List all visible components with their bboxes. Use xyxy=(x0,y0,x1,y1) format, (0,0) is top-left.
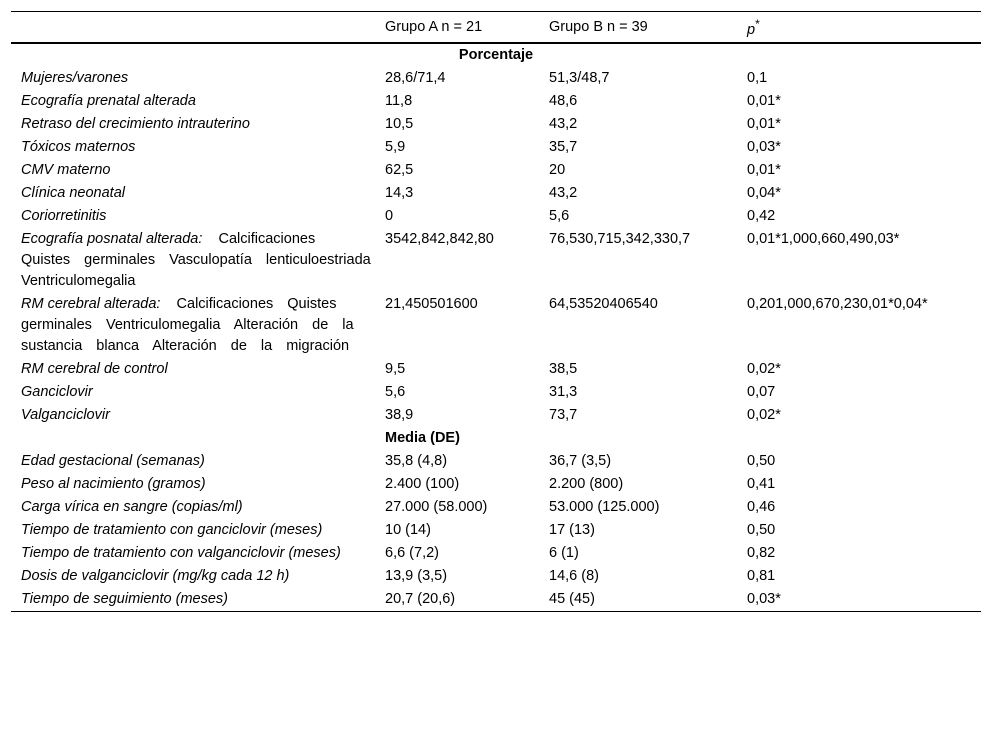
row-label: Coriorretinitis xyxy=(21,208,107,224)
cell-b: 38,5 xyxy=(549,361,578,377)
table-row xyxy=(11,404,981,427)
row-label: Ecografía prenatal alterada xyxy=(21,93,196,109)
cell-a: 21,450501600 xyxy=(385,296,478,312)
row-label-cell xyxy=(11,450,375,473)
cell-a: 6,6 (7,2) xyxy=(385,545,439,561)
cell-p: 0,03* xyxy=(747,139,781,155)
row-label: Edad gestacional (semanas) xyxy=(21,453,205,469)
table-row xyxy=(11,565,981,588)
header-p-label: p xyxy=(747,21,756,38)
table-row xyxy=(11,159,981,182)
cell-p: 0,46 xyxy=(747,499,776,515)
row-label-cell xyxy=(11,293,375,358)
cell-b: 53.000 (125.000) xyxy=(549,499,660,515)
cell-p: 0,01* xyxy=(747,93,781,109)
cell-p: 0,1 xyxy=(747,70,768,86)
cell-p: 0,04* xyxy=(747,185,781,201)
cell-a: 28,6/71,4 xyxy=(385,70,446,86)
header-empty xyxy=(11,12,375,44)
table-row xyxy=(11,228,981,293)
cell-b: 35,7 xyxy=(549,139,578,155)
row-label-cell xyxy=(11,519,375,542)
row-label: Tiempo de tratamiento con valganciclovir (meses) xyxy=(21,545,341,561)
cell-b: 36,7 (3,5) xyxy=(549,453,612,469)
row-label-cell xyxy=(11,496,375,519)
row-label-cell xyxy=(11,404,375,427)
row-label-cell xyxy=(11,205,375,228)
cell-b: 43,2 xyxy=(549,185,578,201)
row-label: Mujeres/varones xyxy=(21,70,129,86)
cell-a: 35,8 (4,8) xyxy=(385,453,448,469)
row-sublabels: Calcificaciones Quistes germinales Ventriculomegalia Alteración de la sustancia blanca Alteración de la migración xyxy=(21,296,354,354)
section-title-percent: Porcentaje xyxy=(458,47,534,63)
cell-b: 20 xyxy=(549,162,566,178)
table-row xyxy=(11,182,981,205)
row-label: Tiempo de seguimiento (meses) xyxy=(21,591,228,607)
cell-a: 38,9 xyxy=(385,407,414,423)
cell-b: 64,53520406540 xyxy=(549,296,658,312)
cell-a: 10 (14) xyxy=(385,522,431,538)
cell-p: 0,82 xyxy=(747,545,776,561)
row-label: Clínica neonatal xyxy=(21,185,125,201)
cell-a: 20,7 (20,6) xyxy=(385,591,456,607)
section-row-percent xyxy=(11,43,981,67)
table-row xyxy=(11,519,981,542)
row-label: Valganciclovir xyxy=(21,407,110,423)
row-label-cell xyxy=(11,565,375,588)
cell-b: 45 (45) xyxy=(549,591,595,607)
row-label-cell xyxy=(11,473,375,496)
header-group-b: Grupo B n = 39 xyxy=(549,19,648,35)
cell-b: 51,3/48,7 xyxy=(549,70,610,86)
cell-a: 10,5 xyxy=(385,116,414,132)
cell-p: 0,07 xyxy=(747,384,776,400)
header-p xyxy=(737,12,981,44)
cell-b: 14,6 (8) xyxy=(549,568,599,584)
table-container xyxy=(11,11,981,612)
table-body xyxy=(11,43,981,612)
cell-p: 0,42 xyxy=(747,208,776,224)
cell-a: 14,3 xyxy=(385,185,414,201)
cell-b: 73,7 xyxy=(549,407,578,423)
row-label-cell xyxy=(11,381,375,404)
table-row xyxy=(11,90,981,113)
cell-a: 62,5 xyxy=(385,162,414,178)
table-row xyxy=(11,136,981,159)
row-label: Peso al nacimiento (gramos) xyxy=(21,476,206,492)
cell-b: 48,6 xyxy=(549,93,578,109)
cell-a: 5,9 xyxy=(385,139,406,155)
row-label-cell xyxy=(11,542,375,565)
header-p-sup: * xyxy=(755,16,760,31)
table-row xyxy=(11,205,981,228)
row-label: Ecografía posnatal alterada: xyxy=(21,231,203,247)
table-row xyxy=(11,113,981,136)
cell-p: 0,50 xyxy=(747,453,776,469)
row-label: Dosis de valganciclovir (mg/kg cada 12 h) xyxy=(21,568,290,584)
cell-p: 0,01* xyxy=(747,116,781,132)
row-label: RM cerebral alterada: xyxy=(21,296,161,312)
cell-b: 43,2 xyxy=(549,116,578,132)
cell-p: 0,02* xyxy=(747,361,781,377)
row-label-cell xyxy=(11,90,375,113)
cell-p: 0,41 xyxy=(747,476,776,492)
row-label: Carga vírica en sangre (copias/ml) xyxy=(21,499,243,515)
cell-b: 5,6 xyxy=(549,208,570,224)
row-label-cell xyxy=(11,136,375,159)
cell-p: 0,01* xyxy=(747,162,781,178)
header-group-a: Grupo A n = 21 xyxy=(385,19,483,35)
cell-a: 13,9 (3,5) xyxy=(385,568,448,584)
row-label-cell xyxy=(11,159,375,182)
row-label-cell xyxy=(11,113,375,136)
cell-p: 0,201,000,670,230,01*0,04* xyxy=(747,296,928,312)
row-label: RM cerebral de control xyxy=(21,361,168,377)
table-row xyxy=(11,67,981,90)
section-title-mean: Media (DE) xyxy=(385,430,460,446)
cell-b: 31,3 xyxy=(549,384,578,400)
table-row xyxy=(11,293,981,358)
cell-b: 17 (13) xyxy=(549,522,595,538)
table-row xyxy=(11,473,981,496)
section-mean-spacer xyxy=(11,427,375,450)
cell-a: 5,6 xyxy=(385,384,406,400)
row-label-cell xyxy=(11,182,375,205)
cell-b: 2.200 (800) xyxy=(549,476,624,492)
table-row xyxy=(11,542,981,565)
cell-a: 0 xyxy=(385,208,394,224)
cell-p: 0,03* xyxy=(747,591,781,607)
row-label: Tóxicos maternos xyxy=(21,139,136,155)
cell-p: 0,81 xyxy=(747,568,776,584)
cell-p: 0,01*1,000,660,490,03* xyxy=(747,231,900,247)
row-label: Ganciclovir xyxy=(21,384,93,400)
row-label: Retraso del crecimiento intrauterino xyxy=(21,116,250,132)
comparison-table xyxy=(11,11,981,612)
cell-a: 2.400 (100) xyxy=(385,476,460,492)
row-label-cell xyxy=(11,588,375,612)
row-sublabels: Calcificaciones Quistes germinales Vasculopatía lenticuloestriada Ventriculomegalia xyxy=(21,231,371,289)
cell-b: 6 (1) xyxy=(549,545,579,561)
row-label-cell xyxy=(11,67,375,90)
cell-a: 9,5 xyxy=(385,361,406,377)
table-row xyxy=(11,381,981,404)
section-row-mean xyxy=(11,427,981,450)
cell-a: 3542,842,842,80 xyxy=(385,231,494,247)
cell-p: 0,02* xyxy=(747,407,781,423)
table-row xyxy=(11,496,981,519)
row-label-cell xyxy=(11,228,375,293)
row-label-cell xyxy=(11,358,375,381)
cell-a: 27.000 (58.000) xyxy=(385,499,488,515)
row-label: Tiempo de tratamiento con ganciclovir (meses) xyxy=(21,522,323,538)
table-row xyxy=(11,588,981,612)
cell-a: 11,8 xyxy=(385,93,413,109)
cell-p: 0,50 xyxy=(747,522,776,538)
table-row xyxy=(11,358,981,381)
cell-b: 76,530,715,342,330,7 xyxy=(549,231,691,247)
table-header-row xyxy=(11,12,981,44)
table-row xyxy=(11,450,981,473)
row-label: CMV materno xyxy=(21,162,111,178)
